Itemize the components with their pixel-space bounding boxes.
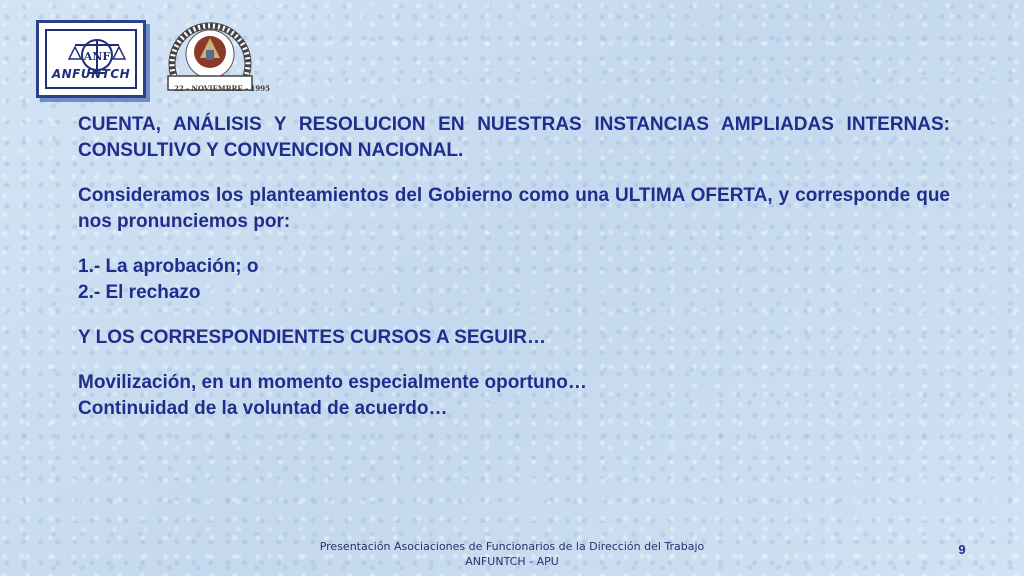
slide-heading: CUENTA, ANÁLISIS Y RESOLUCION EN NUESTRAS INSTANCIAS AMPLIADAS INTERNAS: CONSULTIVO Y CONVENCION NACIONAL. <box>78 114 950 161</box>
slide-footer <box>300 539 724 569</box>
courses-heading: Y LOS CORRESPONDIENTES CURSOS A SEGUIR… <box>78 327 547 348</box>
apu-seal-date: 22 - NOVIEMBRE - 1995 <box>174 84 271 93</box>
anfuntch-logo-frame <box>45 29 137 89</box>
option-approval: 1.- La aprobación; o <box>78 256 259 277</box>
svg-text:ANF: ANF <box>83 50 111 63</box>
anfuntch-logo <box>36 20 146 98</box>
footer-title: Presentación Asociaciones de Funcionarios de la Dirección del Trabajo <box>319 540 705 553</box>
page-number: 9 <box>958 542 966 557</box>
apu-seal-logo <box>160 14 271 100</box>
anfuntch-logo-text: ANFUNTCH <box>51 67 131 81</box>
footer-subtitle: ANFUNTCH - APU <box>465 555 559 568</box>
slide-paragraph: Consideramos los planteamientos del Gobierno como una ULTIMA OFERTA, y corresponde que nos pronunciemos por: <box>78 185 950 232</box>
course-mobilization: Movilización, en un momento especialmente oportuno… <box>78 372 587 393</box>
slide-body <box>78 112 950 422</box>
course-agreement: Continuidad de la voluntad de acuerdo… <box>78 398 448 419</box>
option-rejection: 2.- El rechazo <box>78 282 201 303</box>
